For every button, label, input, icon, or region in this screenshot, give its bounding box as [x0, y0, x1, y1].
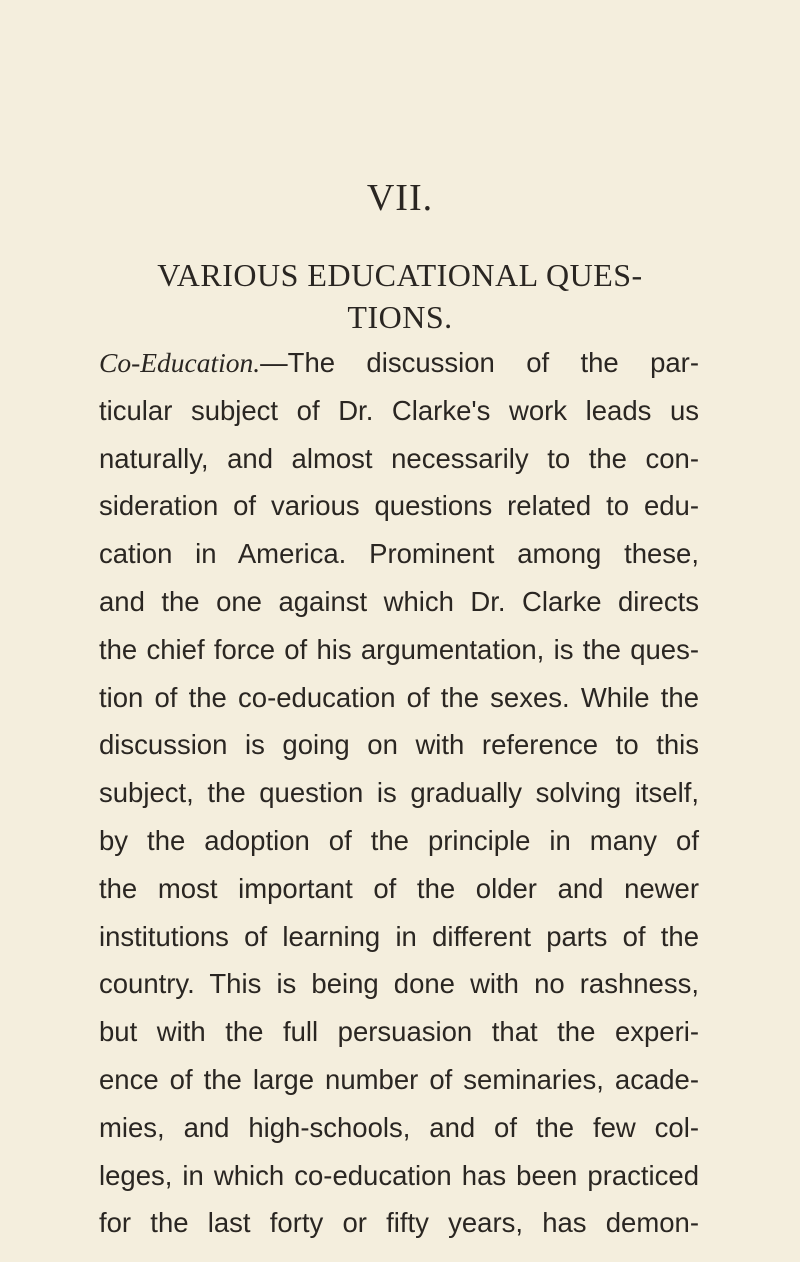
text-line: mies, and high-schools, and of the few col- — [99, 1111, 699, 1143]
text-line: tion of the co-education of the sexes. While the — [99, 681, 699, 713]
text-line: ence of the large number of seminaries, acade- — [99, 1063, 699, 1095]
text-line: but with the full persuasion that the experi- — [99, 1016, 699, 1048]
text-line: naturally, and almost necessarily to the con- — [99, 442, 699, 474]
text-line: subject, the question is gradually solving itself, — [99, 777, 699, 809]
chapter-number: VII. — [366, 177, 434, 219]
text-line: the most important of the older and newer — [99, 872, 699, 904]
text-line: the chief force of his argumentation, is the ques- — [99, 633, 699, 665]
text-line: leges, in which co-education has been practiced — [99, 1159, 699, 1191]
chapter-title — [100, 254, 700, 338]
chapter-title-line: TIONS. — [347, 299, 453, 335]
text-line: sideration of various questions related to edu- — [99, 490, 699, 522]
text-line: by the adoption of the principle in many of — [99, 824, 699, 856]
text-line-content: —The discussion of the par- — [260, 347, 699, 378]
chapter-title-line: VARIOUS EDUCATIONAL QUES- — [157, 257, 643, 293]
text-line — [99, 339, 699, 387]
text-line: for the last forty or fifty years, has demon- — [99, 1207, 699, 1239]
text-line: institutions of learning in different parts of the — [99, 920, 699, 952]
section-lead: Co-Education. — [99, 347, 261, 378]
text-line: ticular subject of Dr. Clarke's work leads us — [99, 394, 699, 426]
text-line: country. This is being done with no rashness, — [99, 968, 699, 1000]
text-line: discussion is going on with reference to this — [99, 729, 699, 761]
body-paragraph — [99, 339, 699, 1247]
text-line: cation in America. Prominent among these, — [99, 538, 699, 570]
text-line: and the one against which Dr. Clarke directs — [99, 585, 699, 617]
